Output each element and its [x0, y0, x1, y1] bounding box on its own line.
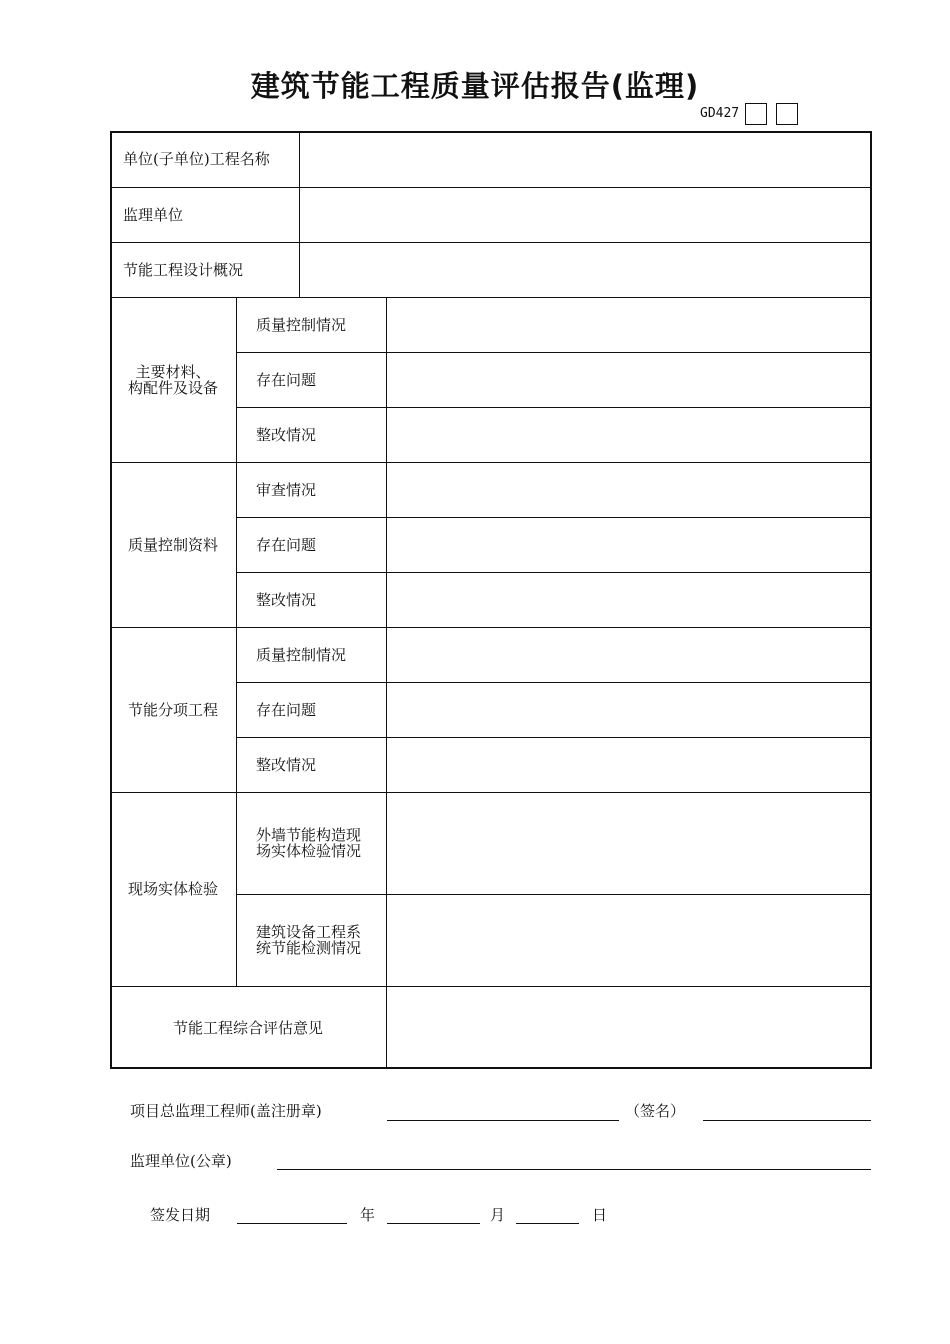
report-table	[110, 131, 872, 1069]
item-label: 存在问题	[256, 370, 317, 389]
month-line[interactable]	[387, 1223, 480, 1224]
group-label-quality-data: 质量控制资料	[127, 535, 218, 554]
summary-label: 节能工程综合评估意见	[172, 1018, 323, 1037]
sign-line[interactable]	[703, 1120, 871, 1121]
item-label: 审查情况	[256, 480, 317, 499]
unit-seal-label: 监理单位(公章)	[130, 1152, 232, 1170]
item-label: 整改情况	[256, 755, 317, 774]
day-line[interactable]	[516, 1223, 579, 1224]
date-label: 签发日期	[150, 1206, 211, 1224]
item-label: 整改情况	[256, 590, 317, 609]
item-label: 建筑设备工程系统节能检测情况	[256, 923, 362, 957]
month-label: 月	[490, 1206, 506, 1224]
engineer-label: 项目总监理工程师(盖注册章)	[130, 1102, 322, 1120]
label-project-name: 单位(子单位)工程名称	[123, 150, 270, 168]
label-supervision-unit: 监理单位	[123, 205, 184, 224]
group-label-subproject: 节能分项工程	[127, 700, 218, 719]
item-label: 质量控制情况	[256, 645, 347, 664]
form-code: GD427	[700, 106, 740, 121]
item-label: 质量控制情况	[256, 315, 347, 334]
item-label: 整改情况	[256, 425, 317, 444]
item-label: 外墙节能构造现场实体检验情况	[256, 826, 362, 860]
group-label-site-inspection: 现场实体检验	[127, 880, 218, 898]
year-line[interactable]	[237, 1223, 347, 1224]
page-title: 建筑节能工程质量评估报告(监理)	[250, 69, 700, 103]
unit-seal-line[interactable]	[277, 1169, 871, 1170]
group-label-materials: 主要材料、 构配件及设备	[127, 362, 218, 397]
sign-label: （签名）	[625, 1102, 686, 1120]
item-label: 存在问题	[256, 535, 317, 554]
day-label: 日	[592, 1206, 608, 1224]
engineer-line[interactable]	[387, 1120, 619, 1121]
item-label: 存在问题	[256, 700, 317, 719]
code-box-1[interactable]	[745, 103, 767, 125]
code-box-2[interactable]	[776, 103, 798, 125]
year-label: 年	[360, 1206, 376, 1224]
label-design-overview: 节能工程设计概况	[123, 260, 244, 279]
